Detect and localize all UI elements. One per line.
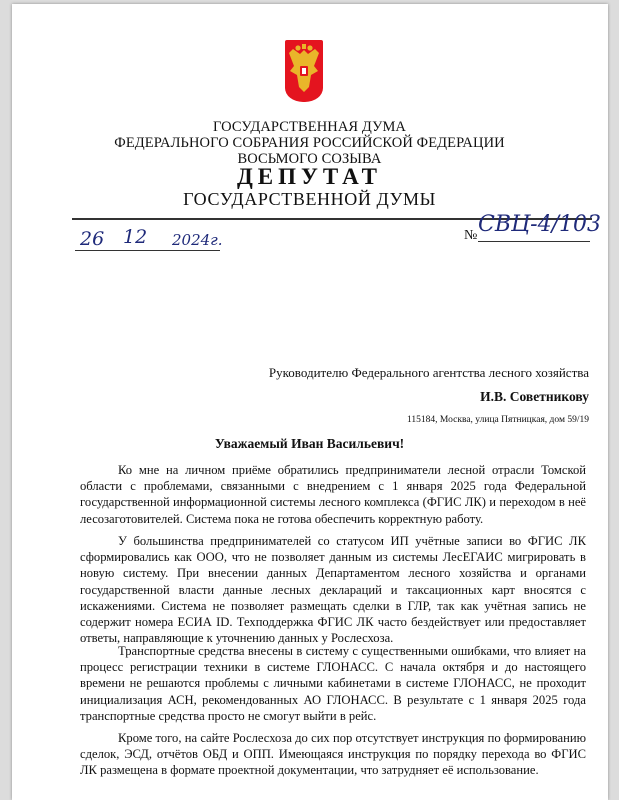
date-day: 26 xyxy=(80,228,105,250)
addressee-position: Руководителю Федерального агентства лесного хозяйства xyxy=(268,365,589,380)
addressee-name: И.В. Советникову xyxy=(480,389,589,404)
page-title: ДЕПУТАТ xyxy=(236,164,383,189)
registration-number: СВЦ-4/103 xyxy=(478,212,602,237)
number-line xyxy=(478,241,590,242)
coat-of-arms-icon xyxy=(285,40,323,102)
date-month-line xyxy=(108,250,170,251)
date-day-line xyxy=(75,250,109,251)
number-sign: № xyxy=(464,228,478,243)
addressee-address: 115184, Москва, улица Пятницкая, дом 59/19 xyxy=(407,415,589,425)
paragraph-3: Транспортные средства внесены в систему с существенными ошибками, что влияет на процесс регистрации техники в системе ГЛОНАСС. С начала октября и до настоящего времени не решаются проблемы с личными кабинетами в системе ГЛОНАСС, не проходит инициализация АСН, рекомендованных АО ГЛОНАСС. В результате с 1 января 2025 года транспортные средства просто не смогут выйти в рейс. xyxy=(80,644,586,723)
org-line-2: ФЕДЕРАЛЬНОГО СОБРАНИЯ РОССИЙСКОЙ ФЕДЕРАЦИИ xyxy=(114,135,505,151)
paragraph-4: Кроме того, на сайте Рослесхоза до сих пор отсутствует инструкция по формированию сделок, ЭСД, отчётов ОБД и ОПП. Имеющаяся инструкция по порядку перехода во ФГИС ЛК размещена в формате проектной документации, что затрудняет её использование. xyxy=(80,731,586,778)
date-year-line xyxy=(170,250,220,251)
greeting: Уважаемый Иван Васильевич! xyxy=(214,436,405,451)
paragraph-1: Ко мне на личном приёме обратились предприниматели лесной отрасли Томской области с проблемами, связанными с внедрением с 1 января 2025 года Федеральной государственной информационной системы лесного комплекса (ФГИС ЛК) и переходом в неё лесозаготовителей. Система пока не готова обеспечить корректную работу. xyxy=(80,463,586,526)
org-line-1: ГОСУДАРСТВЕННАЯ ДУМА xyxy=(212,119,407,135)
date-month: 12 xyxy=(123,226,148,248)
paragraph-2: У большинства предпринимателей со статусом ИП учётные записи во ФГИС ЛК сформировались как ООО, что не позволяет данным из системы ЛесЕГАИС мигрировать в новую систему. При внесении данных Департаментом лесного хозяйства и органами государственной власти данные лесных деклараций и таксационных карт вносятся с искажениями. Система не позволяет размещать сделки в ГЛР, так как учётная запись не содержит номера ЕСИА ID. Техподдержка ФГИС ЛК часто бездействует или предоставляет ответы, направляющие к уточнению данных у Рослесхоза. xyxy=(80,534,586,646)
date-year: 2024г. xyxy=(172,231,223,249)
page-subtitle: ГОСУДАРСТВЕННОЙ ДУМЫ xyxy=(183,189,436,209)
org-line-3: ВОСЬМОГО СОЗЫВА xyxy=(237,151,382,167)
